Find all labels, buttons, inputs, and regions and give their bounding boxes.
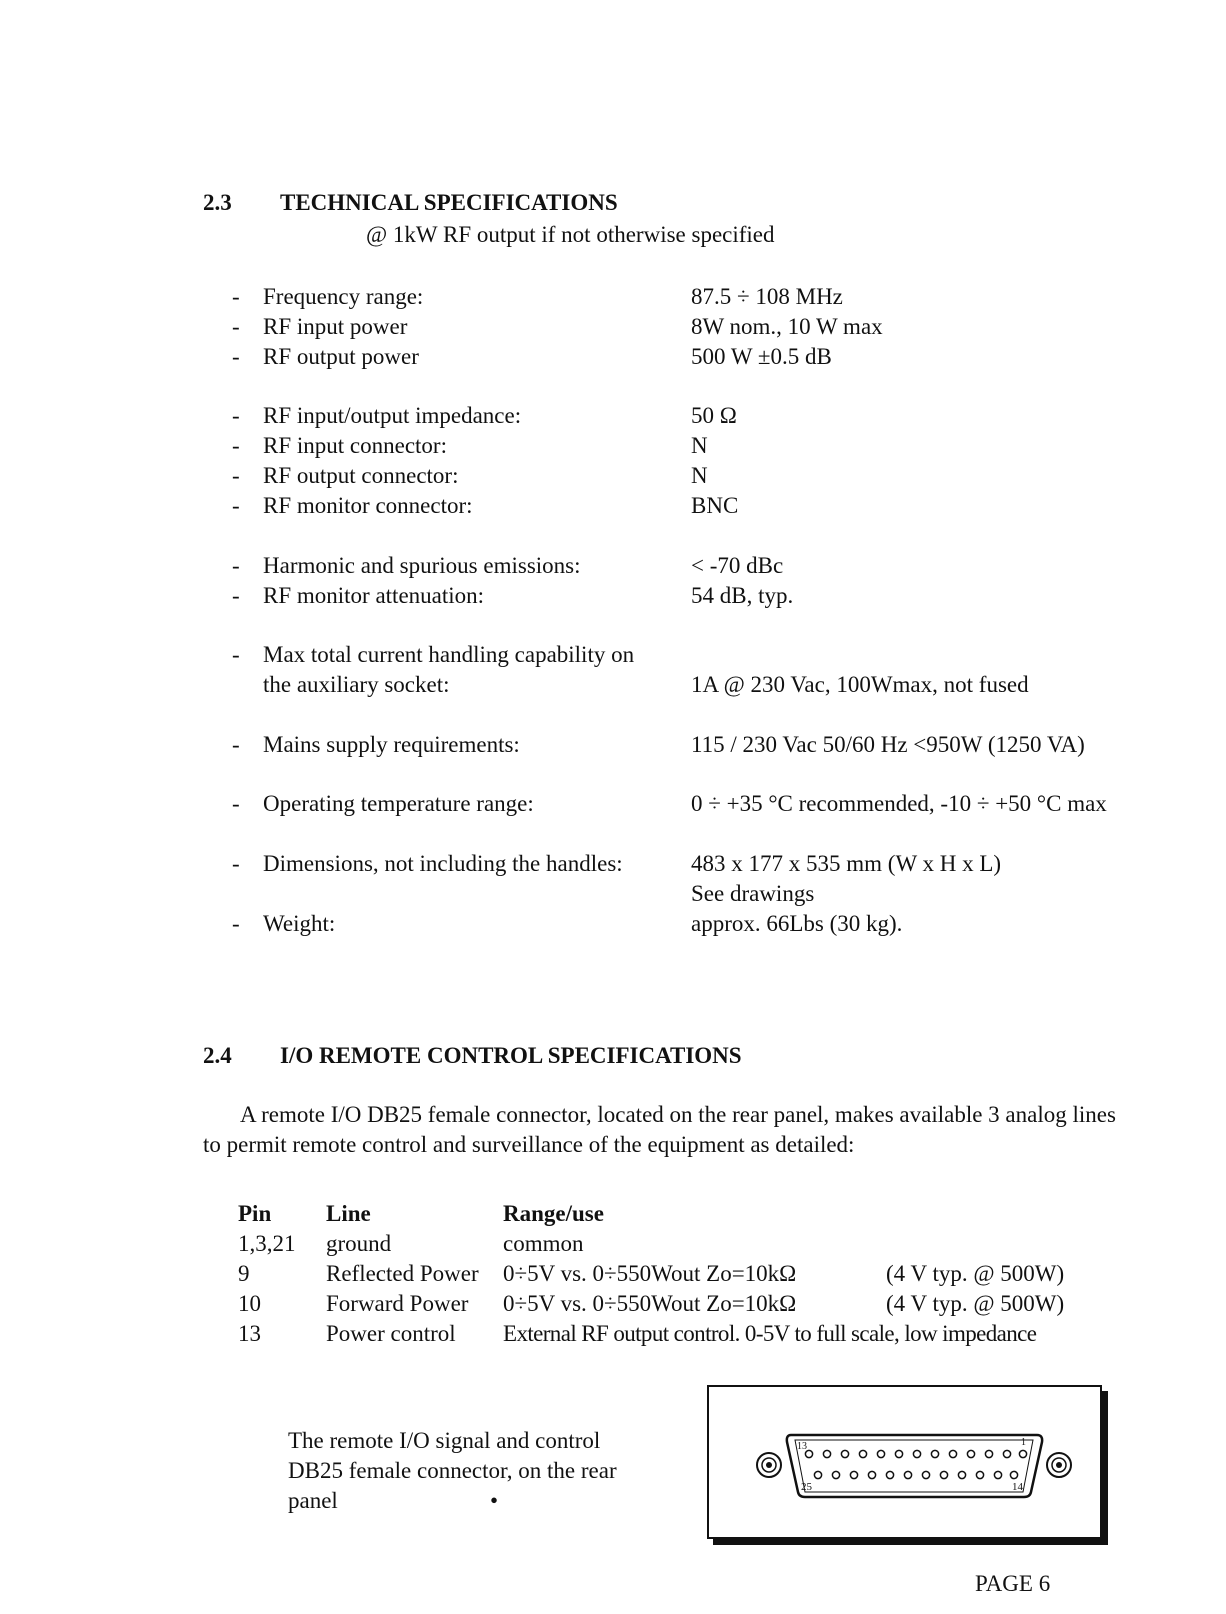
spec-value: N	[691, 463, 708, 488]
pin-label-13: 13	[797, 1441, 807, 1452]
cell-pin: 13	[238, 1321, 261, 1346]
cell-pin: 9	[238, 1261, 250, 1286]
cell-note: (4 V typ. @ 500W)	[886, 1261, 1065, 1286]
spec-value: 8W nom., 10 W max	[691, 314, 883, 339]
spec-value: 54 dB, typ.	[691, 583, 794, 608]
spec-label: Operating temperature range:	[263, 791, 534, 816]
stray-dot: •	[490, 1488, 499, 1513]
caption-line-1: The remote I/O signal and control	[288, 1428, 601, 1453]
spec-label: RF output power	[263, 344, 419, 369]
header-line: Line	[326, 1201, 371, 1226]
caption-line-3: panel	[288, 1488, 338, 1513]
pin-row-bottom	[814, 1471, 1017, 1478]
pin-label-25: 25	[801, 1481, 812, 1493]
spec-value: 1A @ 230 Vac, 100Wmax, not fused	[691, 672, 1029, 697]
spec-label: RF monitor connector:	[263, 493, 473, 518]
pin-label-14: 14	[1012, 1481, 1023, 1493]
header-range: Range/use	[503, 1201, 604, 1226]
spec-label: RF input connector:	[263, 433, 447, 458]
spec-value: 0 ÷ +35 °C recommended, -10 ÷ +50 °C max	[691, 791, 1107, 816]
spec-value: See drawings	[691, 881, 815, 906]
section-2-3-title: TECHNICAL SPECIFICATIONS	[280, 190, 618, 215]
caption-line-2: DB25 female connector, on the rear	[288, 1458, 617, 1483]
db25-connector-drawing	[709, 1387, 1100, 1537]
spec-value: 500 W ±0.5 dB	[691, 344, 832, 369]
spec-label: RF output connector:	[263, 463, 459, 488]
section-2-3-subtitle: @ 1kW RF output if not otherwise specified	[366, 222, 775, 247]
cell-range: 0÷5V vs. 0÷550Wout Zo=10kΩ	[503, 1291, 797, 1316]
spec-value: BNC	[691, 493, 739, 518]
cell-range: 0÷5V vs. 0÷550Wout Zo=10kΩ	[503, 1261, 797, 1286]
db25-connector-figure	[707, 1385, 1102, 1539]
cell-range: common	[503, 1231, 584, 1256]
db25-shell	[787, 1435, 1042, 1497]
intro-line-1: A remote I/O DB25 female connector, located on the rear panel, makes available 3 analog lines	[240, 1102, 1116, 1127]
page-number: PAGE 6	[975, 1571, 1051, 1596]
intro-line-2: to permit remote control and surveillance of the equipment as detailed:	[203, 1132, 855, 1157]
spec-value: 483 x 177 x 535 mm (W x H x L)	[691, 851, 1002, 876]
spec-label: Harmonic and spurious emissions:	[263, 553, 581, 578]
spec-label: Mains supply requirements:	[263, 732, 520, 757]
spec-label: RF input power	[263, 314, 408, 339]
cell-line: ground	[326, 1231, 392, 1256]
section-2-4-title: I/O REMOTE CONTROL SPECIFICATIONS	[280, 1043, 742, 1068]
section-2-3-number: 2.3	[203, 190, 232, 215]
cell-note: (4 V typ. @ 500W)	[886, 1291, 1065, 1316]
spec-value: < -70 dBc	[691, 553, 784, 578]
pin-label-1: 1	[1021, 1437, 1026, 1448]
header-pin: Pin	[238, 1201, 272, 1226]
section-2-4-number: 2.4	[203, 1043, 232, 1068]
spec-value: 50 Ω	[691, 403, 737, 428]
spec-value: approx. 66Lbs (30 kg).	[691, 911, 903, 936]
spec-label: RF input/output impedance:	[263, 403, 522, 428]
cell-pin: 1,3,21	[238, 1231, 296, 1256]
cell-pin: 10	[238, 1291, 261, 1316]
pin-row-top	[805, 1450, 1026, 1457]
spec-label: the auxiliary socket:	[263, 672, 450, 697]
spec-label: Max total current handling capability on	[263, 642, 635, 667]
spec-label: Frequency range:	[263, 284, 424, 309]
spec-value: 115 / 230 Vac 50/60 Hz <950W (1250 VA)	[691, 732, 1085, 757]
spec-label: Weight:	[263, 911, 336, 936]
spec-value: N	[691, 433, 708, 458]
spec-value: 87.5 ÷ 108 MHz	[691, 284, 843, 309]
spec-label: RF monitor attenuation:	[263, 583, 485, 608]
cell-line: Power control	[326, 1321, 456, 1346]
cell-range: External RF output control. 0-5V to full scale, low impedance	[503, 1321, 1037, 1346]
cell-line: Forward Power	[326, 1291, 469, 1316]
cell-line: Reflected Power	[326, 1261, 479, 1286]
spec-label: Dimensions, not including the handles:	[263, 851, 623, 876]
